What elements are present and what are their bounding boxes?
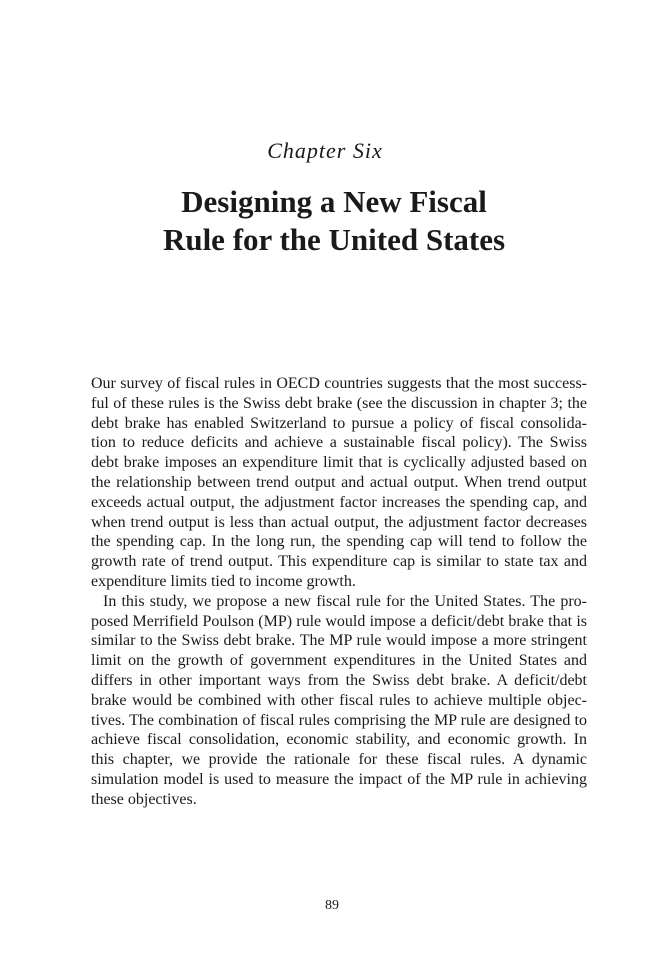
chapter-label: Chapter Six — [267, 138, 383, 163]
chapter-title — [0, 183, 650, 259]
body-paragraph-2: In this study, we propose a new fiscal rule for the United States. The pro-posed Merrifield Poulson (MP) rule would impose a deficit/debt brake that is similar to the Swiss debt brake. The MP rule would impose a more stringent limit on the growth of government expenditures in the United States and differs in other important ways from the Swiss debt brake. A deficit/debt brake would be combined with other fiscal rules to achieve multiple objec-tives. The combination of fiscal rules comprising the MP rule are designed to achieve fiscal consolidation, economic stability, and economic growth. In this chapter, we provide the rationale for these fiscal rules. A dynamic simulation model is used to measure the impact of the MP rule in achieving these objectives. — [91, 592, 587, 808]
chapter-title-line-1: Designing a New Fiscal — [181, 184, 487, 219]
page-number: 89 — [325, 898, 339, 913]
body-text — [91, 374, 587, 810]
body-paragraph-1: Our survey of fiscal rules in OECD countries suggests that the most success-ful of these rules is the Swiss debt brake (see the discussion in chapter 3; the debt brake has enabled Switzerland to pursue a policy of fiscal consolida-tion to reduce deficits and achieve a sustainable fiscal policy). The Swiss debt brake imposes an expenditure limit that is cyclically adjusted based on the relationship between trend output and actual output. When trend output exceeds actual output, the adjustment factor increases the spending cap, and when trend output is less than actual output, the adjustment factor decreases the spending cap. In the long run, the spending cap will tend to follow the growth rate of trend output. This expenditure cap is similar to state tax and expenditure limits tied to income growth. — [91, 375, 587, 590]
chapter-title-line-2: Rule for the United States — [162, 222, 506, 257]
